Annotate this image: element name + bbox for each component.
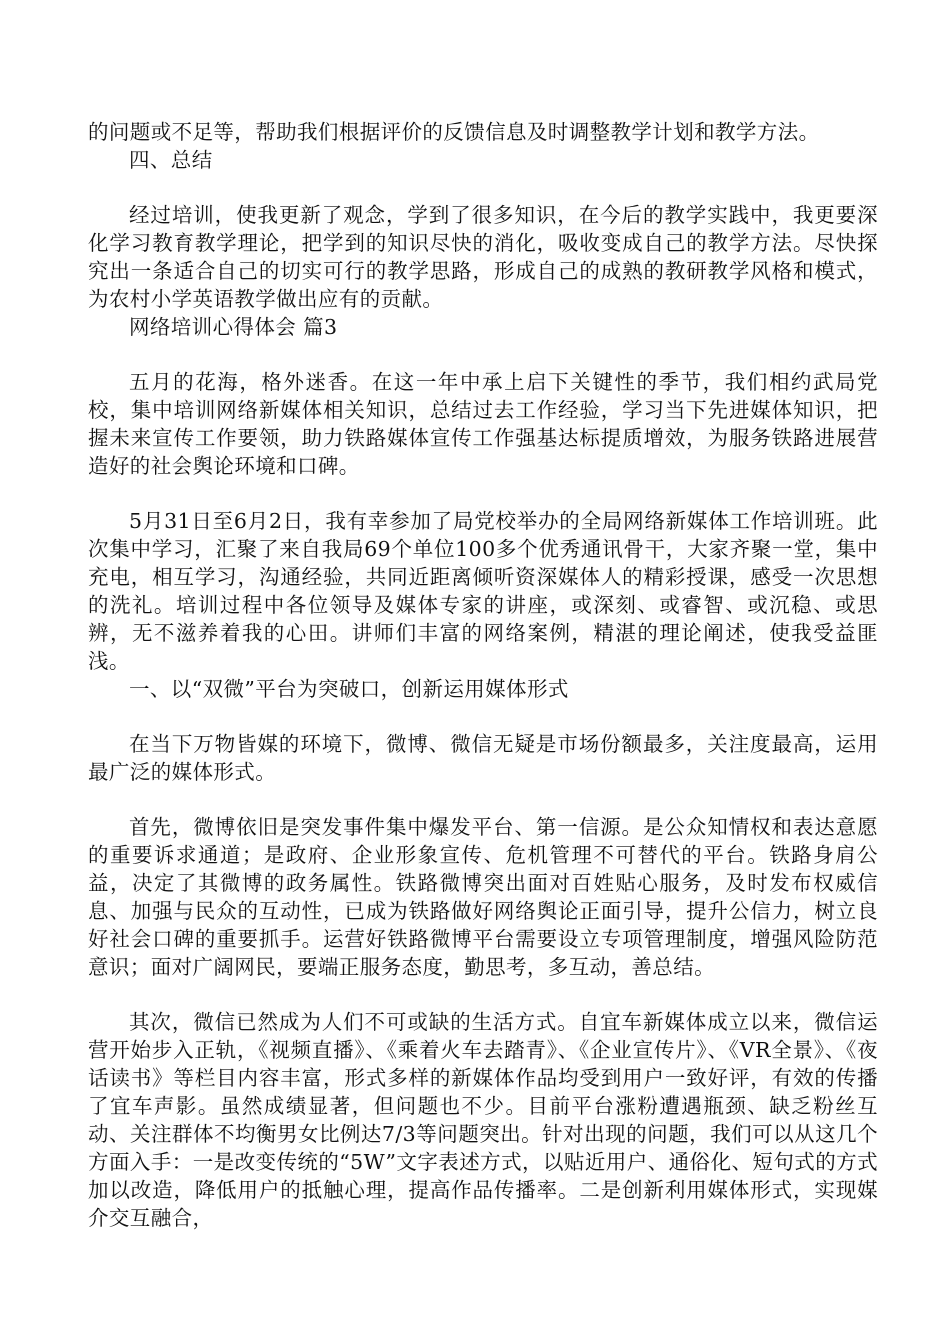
paragraph-summary: 经过培训，使我更新了观念，学到了很多知识，在今后的教学实践中，我更要深化学习教育教学理论，把学到的知识尽快的消化，吸收变成自己的教学方法。尽快探究出一条适合自己的切实可行的教学思路，形成自己的成熟的教研教学风格和模式，为农村小学英语教学做出应有的贡献。	[88, 203, 878, 311]
section-heading-1: 一、以“双微”平台为突破口，创新运用媒体形式	[129, 677, 569, 701]
paragraph-media: 在当下万物皆媒的环境下，微博、微信无疑是市场份额最多，关注度最高，运用最广泛的媒体形式。	[88, 732, 878, 784]
section-heading-summary: 四、总结	[129, 148, 213, 172]
paragraph-weibo: 首先，微博依旧是突发事件集中爆发平台、第一信源。是公众知情权和表达意愿的重要诉求通道；是政府、企业形象宣传、危机管理不可替代的平台。铁路身肩公益，决定了其微博的政务属性。铁路微博突出面对百姓贴心服务，及时发布权威信息、加强与民众的互动性，已成为铁路做好网络舆论正面引导，提升公信力，树立良好社会口碑的重要抓手。运营好铁路微博平台需要设立专项管理制度，增强风险防范意识；面对广阔网民，要端正服务态度，勤思考，多互动，善总结。	[88, 815, 878, 979]
paragraph-intro: 五月的花海，格外迷香。在这一年中承上启下关键性的季节，我们相约武局党校，集中培训网络新媒体相关知识，总结过去工作经验，学习当下先进媒体知识，把握未来宣传工作要领，助力铁路媒体宣传工作强基达标提质增效，为服务铁路进展营造好的社会舆论环境和口碑。	[88, 370, 878, 478]
paragraph-wechat: 其次，微信已然成为人们不可或缺的生活方式。自宜车新媒体成立以来，微信运营开始步入正轨，《视频直播》、《乘着火车去踏青》、《企业宣传片》、《VR全景》、《夜话读书》等栏目内容丰富，形式多样的新媒体作品均受到用户一致好评，有效的传播了宜车声影。虽然成绩显著，但问题也不少。目前平台涨粉遭遇瓶颈、缺乏粉丝互动、关注群体不均衡男女比例达7/3等问题突出。针对出现的问题，我们可以从这几个方面入手：一是改变传统的“5W”文字表述方式，以贴近用户、通俗化、短句式的方式加以改造，降低用户的抵触心理，提高作品传播率。二是创新利用媒体形式，实现媒介交互融合，	[88, 1010, 878, 1230]
paragraph-continuation: 的问题或不足等，帮助我们根据评价的反馈信息及时调整教学计划和教学方法。	[88, 120, 820, 144]
article-title-part3: 网络培训心得体会 篇3	[129, 315, 338, 339]
document-page	[88, 118, 878, 1232]
paragraph-training: 5月31日至6月2日，我有幸参加了局党校举办的全局网络新媒体工作培训班。此次集中学习，汇聚了来自我局69个单位100多个优秀通讯骨干，大家齐聚一堂，集中充电，相互学习，沟通经验，共同近距离倾听资深媒体人的精彩授课，感受一次思想的洗礼。培训过程中各位领导及媒体专家的讲座，或深刻、或睿智、或沉稳、或思辨，无不滋养着我的心田。讲师们丰富的网络案例，精湛的理论阐述，使我受益匪浅。	[88, 509, 878, 673]
